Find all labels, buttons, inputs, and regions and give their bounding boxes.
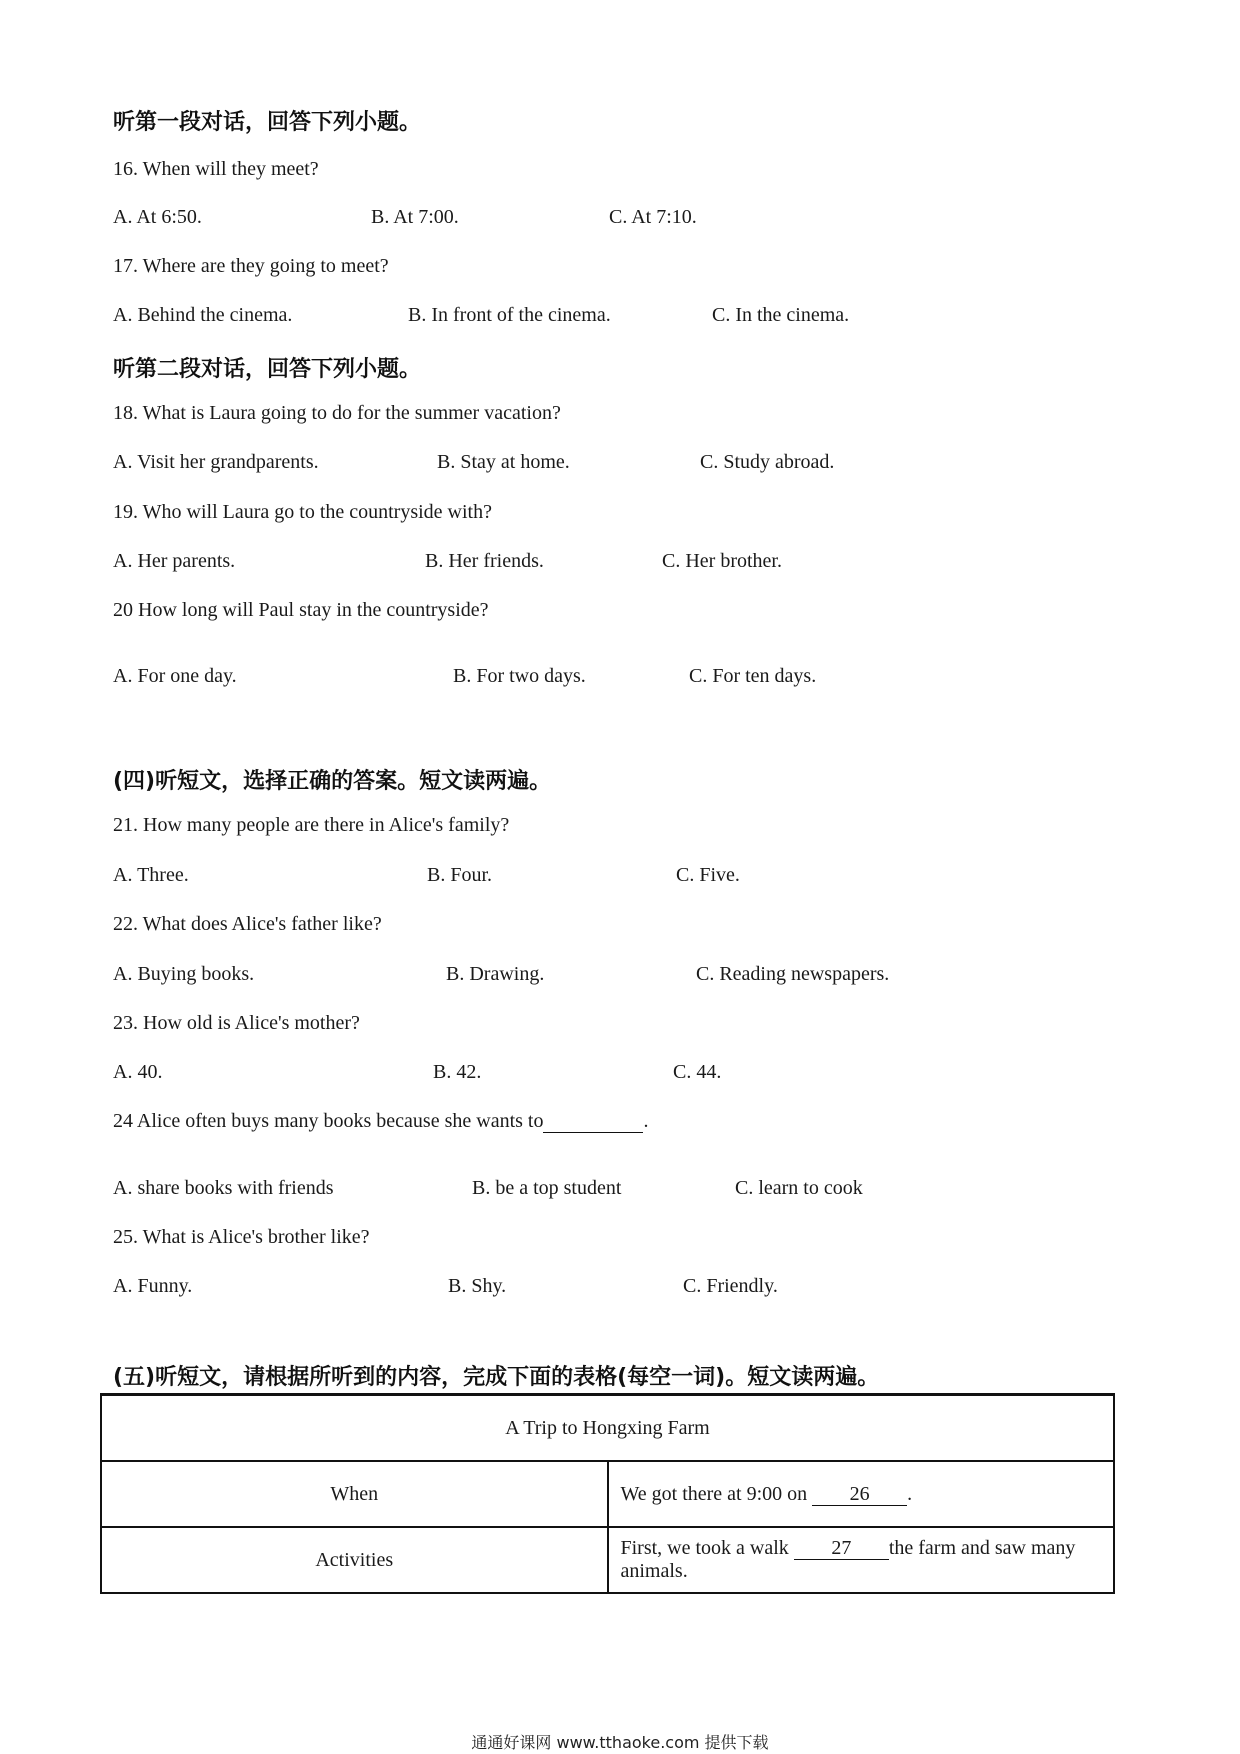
q24-option-b[interactable]: B. be a top student <box>472 1177 622 1199</box>
row-content-when <box>608 1461 1115 1527</box>
dialogue2-heading: 听第二段对话，回答下列小题。 <box>113 357 422 382</box>
q21-option-a[interactable]: A. Three. <box>113 864 189 886</box>
q16-option-a[interactable]: A. At 6:50. <box>113 206 202 228</box>
q24-blank[interactable] <box>543 1110 643 1133</box>
q19-option-b[interactable]: B. Her friends. <box>425 550 544 572</box>
q24-option-c[interactable]: C. learn to cook <box>735 1177 863 1199</box>
table-row <box>101 1527 1114 1593</box>
row-text: We got there at 9:00 on <box>620 1482 813 1505</box>
q18-option-c[interactable]: C. Study abroad. <box>700 451 835 473</box>
q18-option-a[interactable]: A. Visit her grandparents. <box>113 451 319 473</box>
question-24 <box>113 1110 648 1133</box>
q23-option-a[interactable]: A. 40. <box>113 1061 163 1083</box>
q20-option-b[interactable]: B. For two days. <box>453 665 586 687</box>
table-title-row <box>101 1395 1114 1462</box>
q25-option-c[interactable]: C. Friendly. <box>683 1275 778 1297</box>
q20-option-a[interactable]: A. For one day. <box>113 665 237 687</box>
row-text: First, we took a walk <box>620 1537 794 1559</box>
q23-option-c[interactable]: C. 44. <box>673 1061 722 1083</box>
blank-27[interactable]: 27 <box>794 1537 889 1560</box>
q25-option-a[interactable]: A. Funny. <box>113 1275 193 1297</box>
question-21: 21. How many people are there in Alice's family? <box>113 814 510 836</box>
q16-option-c[interactable]: C. At 7:10. <box>609 206 697 228</box>
q22-option-b[interactable]: B. Drawing. <box>446 963 545 985</box>
q19-option-a[interactable]: A. Her parents. <box>113 550 236 572</box>
table-row <box>101 1461 1114 1527</box>
q16-option-b[interactable]: B. At 7:00. <box>371 206 459 228</box>
q21-option-c[interactable]: C. Five. <box>676 864 740 886</box>
q17-option-b[interactable]: B. In front of the cinema. <box>408 304 611 326</box>
row-label-when: When <box>101 1461 608 1527</box>
q17-option-c[interactable]: C. In the cinema. <box>712 304 850 326</box>
blank-26[interactable]: 26 <box>812 1483 907 1506</box>
q25-option-b[interactable]: B. Shy. <box>448 1275 507 1297</box>
question-19: 19. Who will Laura go to the countryside with? <box>113 501 492 523</box>
q24-option-a[interactable]: A. share books with friends <box>113 1177 334 1199</box>
question-20: 20 How long will Paul stay in the countryside? <box>113 599 489 621</box>
question-18: 18. What is Laura going to do for the summer vacation? <box>113 402 561 424</box>
q19-option-c[interactable]: C. Her brother. <box>662 550 782 572</box>
row-label-activities: Activities <box>101 1527 608 1593</box>
footer-credit: 通通好课网 www.tthaoke.com 提供下载 <box>471 1733 769 1752</box>
question-16: 16. When will they meet? <box>113 158 319 180</box>
q21-option-b[interactable]: B. Four. <box>427 864 493 886</box>
section5-heading: (五)听短文，请根据所听到的内容，完成下面的表格(每空一词)。短文读两遍。 <box>113 1365 880 1390</box>
q24-period: . <box>643 1110 649 1132</box>
table-title: A Trip to Hongxing Farm <box>101 1395 1114 1462</box>
row-text-end: the farm and saw many animals. <box>620 1537 1076 1582</box>
q17-option-a[interactable]: A. Behind the cinema. <box>113 304 293 326</box>
row-text-end: . <box>907 1482 913 1505</box>
q22-option-a[interactable]: A. Buying books. <box>113 963 255 985</box>
question-25: 25. What is Alice's brother like? <box>113 1226 370 1248</box>
question-17: 17. Where are they going to meet? <box>113 255 389 277</box>
question-23: 23. How old is Alice's mother? <box>113 1012 360 1034</box>
question-22: 22. What does Alice's father like? <box>113 913 382 935</box>
row-content-activities <box>608 1527 1115 1593</box>
q22-option-c[interactable]: C. Reading newspapers. <box>696 963 890 985</box>
q20-option-c[interactable]: C. For ten days. <box>689 665 817 687</box>
q24-text: 24 Alice often buys many books because she wants to <box>113 1110 544 1132</box>
section4-heading: (四)听短文，选择正确的答案。短文读两遍。 <box>113 769 552 794</box>
dialogue1-heading: 听第一段对话，回答下列小题。 <box>113 110 422 135</box>
trip-table <box>100 1393 1115 1594</box>
q18-option-b[interactable]: B. Stay at home. <box>437 451 570 473</box>
q23-option-b[interactable]: B. 42. <box>433 1061 482 1083</box>
